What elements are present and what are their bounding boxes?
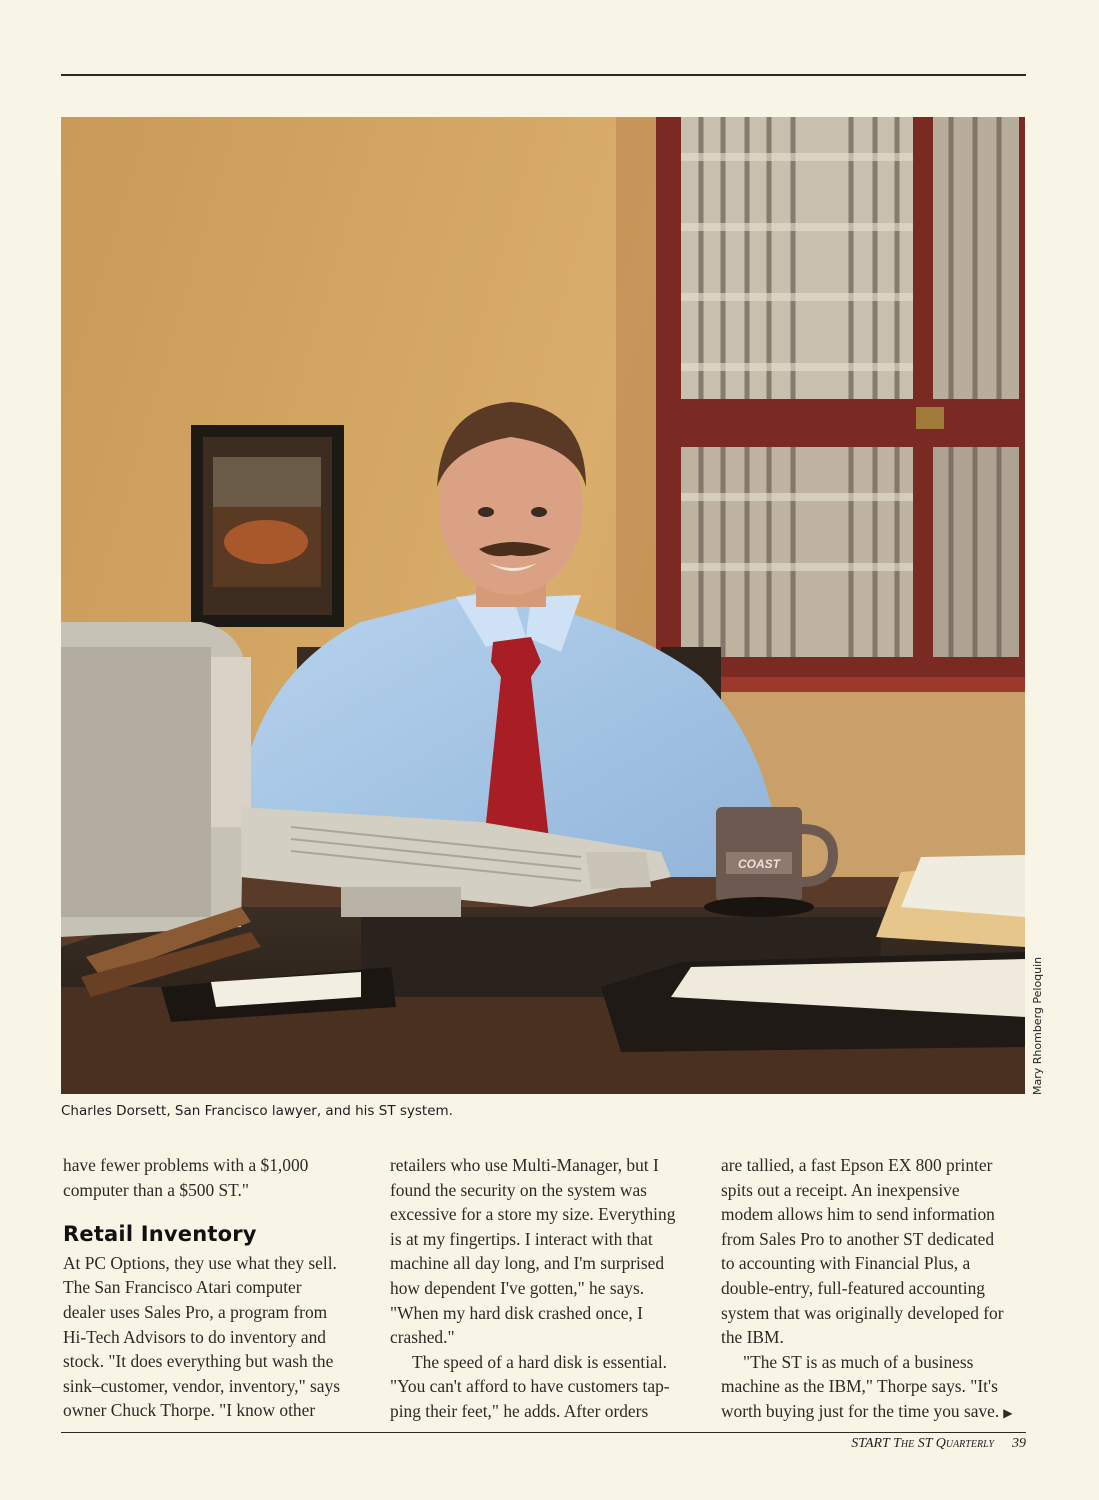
page-number: 39 <box>1012 1436 1026 1451</box>
text-line: spits out a receipt. An inexpensive <box>721 1179 960 1200</box>
paragraph <box>721 1350 1026 1426</box>
text-line: worth buying just for the time you save. <box>721 1400 1000 1421</box>
article-column-1 <box>63 1153 368 1423</box>
text-line: found the security on the system was <box>390 1179 647 1200</box>
photo-caption: Charles Dorsett, San Francisco lawyer, and his ST system. <box>61 1103 453 1119</box>
text-line: the IBM. <box>721 1327 784 1348</box>
text-line: stock. "It does everything but wash the <box>63 1351 334 1372</box>
text-line: to accounting with Financial Plus, a <box>721 1253 971 1274</box>
text-line: "The ST is as much of a business <box>743 1351 974 1372</box>
text-line: system that was originally developed for <box>721 1302 1004 1323</box>
text-line: double-entry, full-featured accounting <box>721 1277 985 1298</box>
paragraph <box>721 1153 1026 1350</box>
text-line: how dependent I've gotten," he says. <box>390 1277 645 1298</box>
window-blinds <box>681 117 1019 657</box>
photo-credit: Mary Rhomberg Peloquin <box>1031 956 1044 1095</box>
page-footer <box>790 1436 1026 1452</box>
text-line: At PC Options, they use what they sell. <box>63 1252 337 1273</box>
text-line: The San Francisco Atari computer <box>63 1277 302 1298</box>
text-line: machine as the IBM," Thorpe says. "It's <box>721 1376 998 1397</box>
continue-arrow-icon: ▶ <box>1003 1405 1013 1420</box>
text-line: retailers who use Multi-Manager, but I <box>390 1155 659 1175</box>
text-line: modem allows him to send information <box>721 1204 995 1225</box>
text-line: The speed of a hard disk is essential. <box>412 1351 667 1372</box>
bottom-rule <box>61 1432 1026 1433</box>
text-line: excessive for a store my size. Everything <box>390 1204 676 1225</box>
paragraph <box>390 1350 695 1424</box>
paragraph <box>63 1153 368 1202</box>
text-line: "You can't afford to have customers tap- <box>390 1376 670 1397</box>
text-line: is at my fingertips. I interact with that <box>390 1228 653 1249</box>
text-line: dealer uses Sales Pro, a program from <box>63 1301 328 1322</box>
text-line-last <box>721 1399 1026 1426</box>
framed-picture <box>191 425 344 627</box>
mug-label: COAST <box>738 857 780 871</box>
text-line: computer than a $500 ST." <box>63 1179 249 1200</box>
text-line: machine all day long, and I'm surprised <box>390 1253 665 1274</box>
text-line: from Sales Pro to another ST dedicated <box>721 1228 995 1249</box>
st-monitor <box>61 622 251 937</box>
text-line: ping their feet," he adds. After orders <box>390 1400 649 1421</box>
paragraph <box>390 1153 695 1350</box>
text-line: sink–customer, vendor, inventory," says <box>63 1375 340 1396</box>
article-column-2 <box>390 1153 695 1424</box>
top-rule <box>61 74 1026 76</box>
paragraph <box>63 1251 368 1423</box>
text-line: are tallied, a fast Epson EX 800 printer <box>721 1155 993 1175</box>
text-line: crashed." <box>390 1327 455 1348</box>
magazine-name: START The ST Quarterly <box>851 1436 994 1451</box>
article-photo <box>61 117 1025 1094</box>
text-line: owner Chuck Thorpe. "I know other <box>63 1400 316 1421</box>
section-heading: Retail Inventory <box>63 1222 257 1247</box>
article-column-3 <box>721 1153 1026 1426</box>
text-line: Hi-Tech Advisors to do inventory and <box>63 1326 326 1347</box>
text-line: "When my hard disk crashed once, I <box>390 1302 643 1323</box>
text-line: have fewer problems with a $1,000 <box>63 1155 309 1175</box>
